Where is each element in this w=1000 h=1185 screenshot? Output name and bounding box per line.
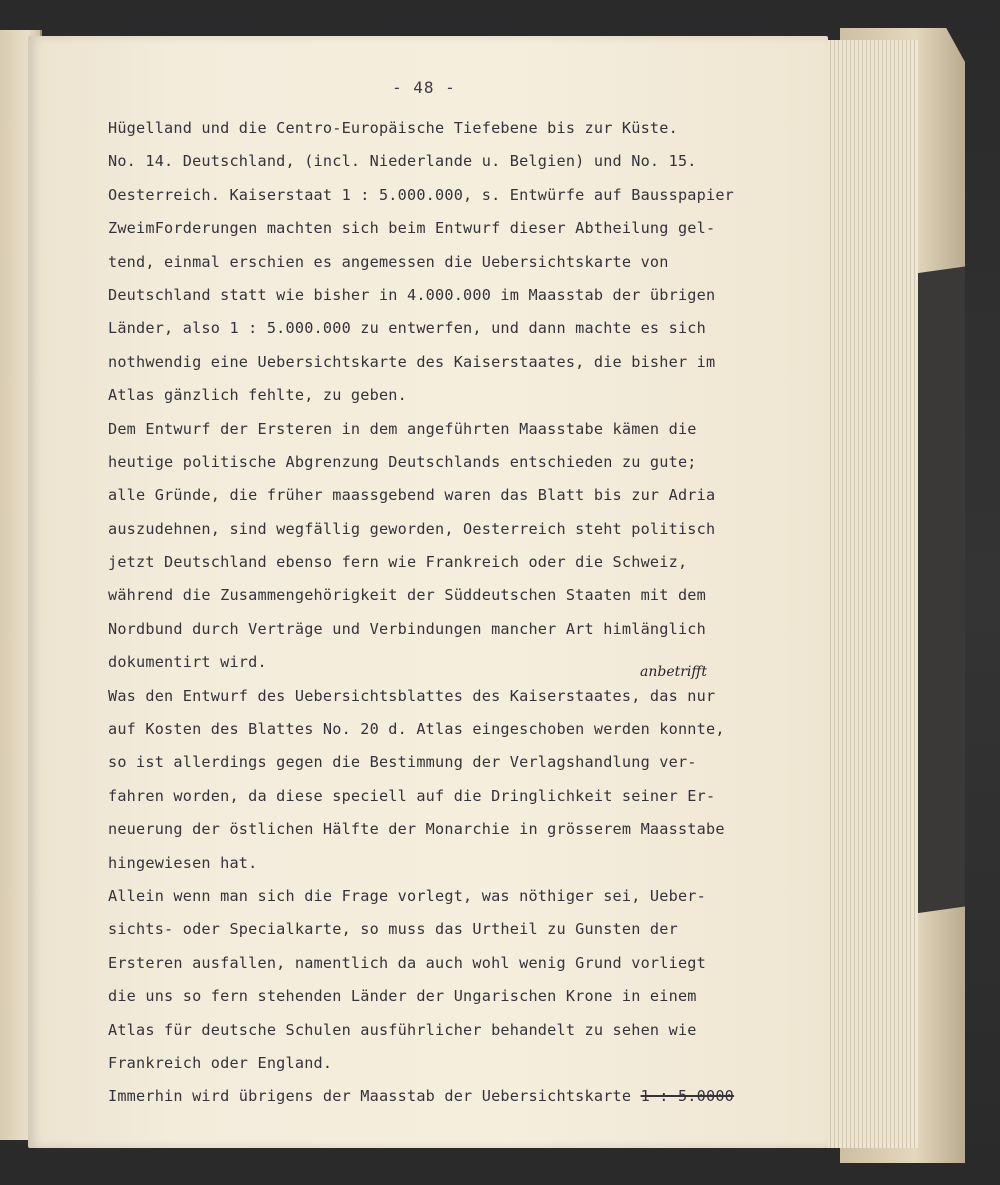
text-line: fahren worden, da diese speciell auf die Dringlichkeit seiner Er-: [108, 786, 716, 805]
text-line: sichts- oder Specialkarte, so muss das Urtheil zu Gunsten der: [108, 920, 678, 939]
text-line: neuerung der östlichen Hälfte der Monarchie in grösserem Maasstabe: [108, 820, 725, 839]
text-line: Atlas für deutsche Schulen ausführlicher behandelt zu sehen wie: [108, 1020, 697, 1039]
text-line: Allein wenn man sich die Frage vorlegt, was nöthiger sei, Ueber-: [108, 886, 706, 905]
text-line: während die Zusammengehörigkeit der Süddeutschen Staaten mit dem: [108, 586, 706, 605]
text-line: Länder, also 1 : 5.000.000 zu entwerfen, und dann machte es sich: [108, 319, 706, 338]
text-line: die uns so fern stehenden Länder der Ungarischen Krone in einem: [108, 987, 697, 1006]
text-line: Dem Entwurf der Ersteren in dem angeführten Maasstabe kämen die: [108, 419, 697, 438]
cover-shadow: [915, 266, 965, 913]
text-line: nothwendig eine Uebersichtskarte des Kaiserstaates, die bisher im: [108, 352, 716, 371]
text-line: Was den Entwurf des Uebersichtsblattes des Kaiserstaates, das nur: [108, 686, 716, 705]
page-stack-edge: [822, 40, 918, 1148]
text-line: dokumentirt wird.: [108, 653, 267, 672]
typed-text-body: [108, 112, 808, 1114]
text-line: ZweimForderungen machten sich beim Entwurf dieser Abtheilung gel-: [108, 219, 716, 238]
text-line: so ist allerdings gegen die Bestimmung der Verlagshandlung ver-: [108, 753, 697, 772]
last-line-text: Immerhin wird übrigens der Maasstab der Uebersichtskarte: [108, 1087, 632, 1106]
text-line: Oesterreich. Kaiserstaat 1 : 5.000.000, s. Entwürfe auf Bausspapier: [108, 185, 735, 204]
text-line: heutige politische Abgrenzung Deutschlands entschieden zu gute;: [108, 452, 697, 471]
text-line: tend, einmal erschien es angemessen die Uebersichtskarte von: [108, 252, 669, 271]
text-line: No. 14. Deutschland, (incl. Niederlande u. Belgien) und No. 15.: [108, 152, 697, 171]
text-line: hingewiesen hat.: [108, 853, 258, 872]
text-line: Frankreich oder England.: [108, 1053, 333, 1072]
text-line-last: [108, 1080, 808, 1113]
page-number: - 48 -: [392, 78, 456, 97]
text-line: Ersteren ausfallen, namentlich da auch wohl wenig Grund vorliegt: [108, 953, 706, 972]
text-line: Atlas gänzlich fehlte, zu geben.: [108, 386, 407, 405]
text-line: Deutschland statt wie bisher in 4.000.000 im Maasstab der übrigen: [108, 285, 716, 304]
text-line: auszudehnen, sind wegfällig geworden, Oesterreich steht politisch: [108, 519, 716, 538]
text-line: Hügelland und die Centro-Europäische Tiefebene bis zur Küste.: [108, 119, 678, 137]
text-line: auf Kosten des Blattes No. 20 d. Atlas eingeschoben werden konnte,: [108, 720, 725, 739]
handwritten-annotation: anbetrifft: [640, 664, 707, 680]
text-line: alle Gründe, die früher maassgebend waren das Blatt bis zur Adria: [108, 486, 716, 505]
struck-scale: 1 : 5.0000: [640, 1087, 735, 1106]
text-line: jetzt Deutschland ebenso fern wie Frankreich oder die Schweiz,: [108, 553, 688, 572]
text-line: Nordbund durch Verträge und Verbindungen mancher Art himlänglich: [108, 619, 706, 638]
